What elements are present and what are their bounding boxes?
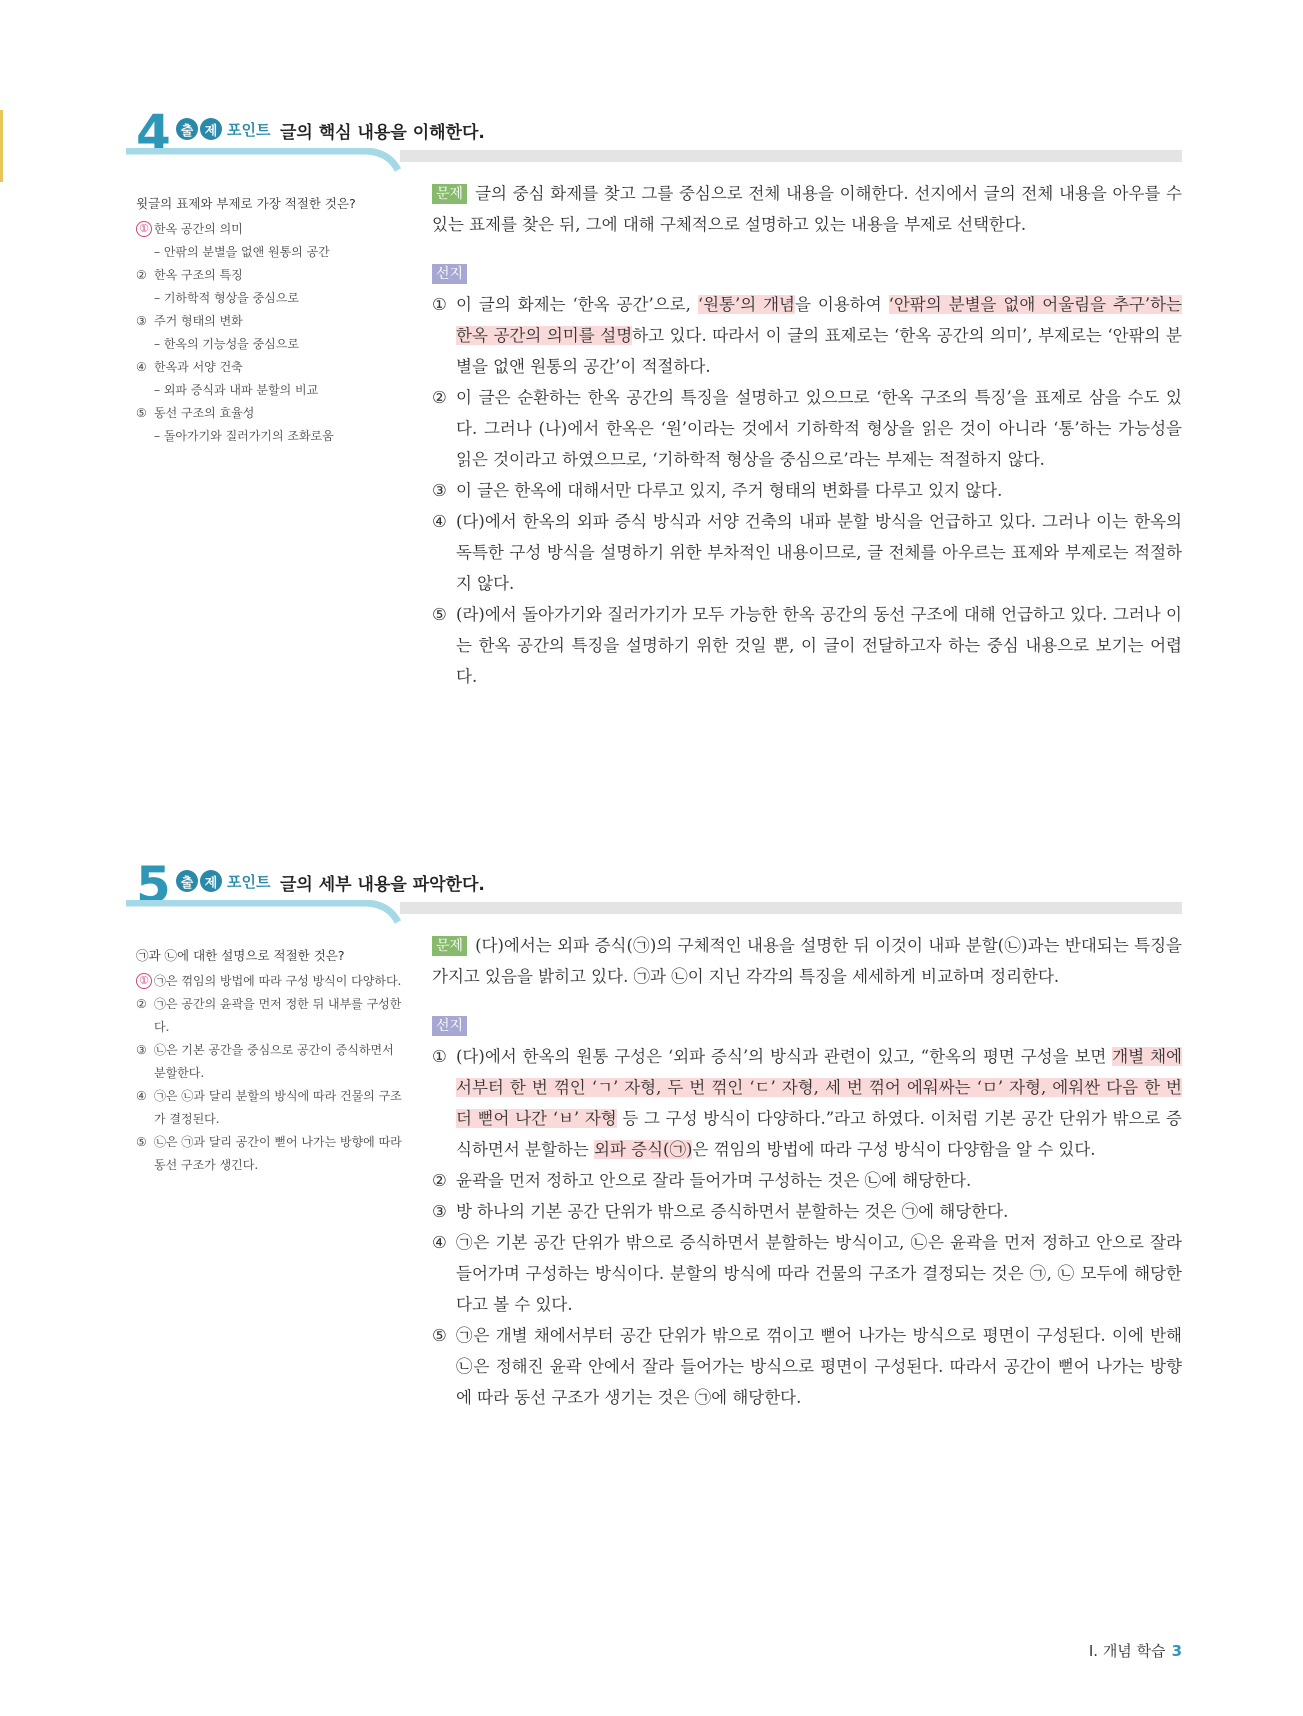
- choice-number: ②: [432, 1171, 447, 1190]
- problem-text: (다)에서는 외파 증식(㉠)의 구체적인 내용을 설명한 뒤 이것이 내파 분할(㉡)과는 반대되는 특징을 가지고 있음을 밝히고 있다. ㉠과 ㉡이 지닌 각각의 특징을 세세하게 비교하며 정리한다.: [432, 936, 1182, 986]
- choice-label: 선지: [432, 264, 467, 284]
- explanation-text: 이 글은 순환하는 한옥 공간의 특징을 설명하고 있으므로 ‘한옥 구조의 특징’을 표제로 삼을 수도 있다. 그러나 (나)에서 한옥은 ‘원’이라는 것에서 기하학적 형상을 읽은 것이 아니라 ‘통’하는 가능성을 읽은 것이라고 하였으므로, ‘기하학적 형상을 중심으로’라는 부제는 적절하지 않다.: [456, 388, 1182, 469]
- question-box: [136, 192, 406, 448]
- choice-number: ④: [432, 1233, 447, 1252]
- answer-option: [136, 993, 406, 1039]
- chapter-title: Ⅰ. 개념 학습: [1088, 1642, 1166, 1660]
- explanation-text: 은 꺾임의 방법에 따라 구성 방식이 다양함을 알 수 있다.: [692, 1140, 1096, 1159]
- option-number: ②: [136, 997, 147, 1011]
- section-heading: 글의 핵심 내용을 이해한다.: [280, 123, 485, 143]
- option-text: 주거 형태의 변화: [154, 314, 243, 328]
- option-subtitle: – 외파 증식과 내파 분할의 비교: [154, 383, 319, 397]
- heading-curve-decoration: [126, 900, 416, 924]
- choice-explanation: [432, 1227, 1182, 1320]
- answer-option: [136, 356, 406, 379]
- choice-number: ④: [432, 512, 447, 531]
- option-text: ㉡은 ㉠과 달리 공간이 뻗어 나가는 방향에 따라 동선 구조가 생긴다.: [154, 1135, 402, 1172]
- answer-option: [136, 1131, 406, 1177]
- explanation-text: ㉠은 개별 채에서부터 공간 단위가 밖으로 꺾이고 뻗어 나가는 방식으로 평면이 구성된다. 이에 반해 ㉡은 정해진 윤곽 안에서 잘라 들어가는 방식으로 평면이 구성된다. 따라서 공간이 뻗어 나가는 방향에 따라 동선 구조가 생기는 것은 ㉠에 해당한다.: [456, 1326, 1182, 1407]
- option-subtitle: – 한옥의 기능성을 중심으로: [154, 337, 299, 351]
- choice-explanation: [432, 1196, 1182, 1227]
- explanation-text: 방 하나의 기본 공간 단위가 밖으로 증식하면서 분할하는 것은 ㉠에 해당한다.: [456, 1202, 1009, 1221]
- answer-option: [136, 970, 406, 993]
- problem-text: 글의 중심 화제를 찾고 그를 중심으로 전체 내용을 이해한다. 선지에서 글의 전체 내용을 아우를 수 있는 표제를 찾은 뒤, 그에 대해 구체적으로 설명하고 있는 내용을 부제로 선택한다.: [432, 184, 1182, 234]
- heading-curve-decoration: [126, 148, 416, 172]
- problem-paragraph: [432, 930, 1182, 992]
- explanation-text: 을 이용하여: [794, 295, 889, 314]
- badge-text: 포인트: [227, 120, 271, 139]
- problem-label: 문제: [432, 184, 467, 204]
- highlighted-text: ‘원통’의 개념: [697, 295, 795, 314]
- explanation-text: 윤곽을 먼저 정하고 안으로 잘라 들어가며 구성하는 것은 ㉡에 해당한다.: [456, 1171, 972, 1190]
- option-text: ㉠은 공간의 윤곽을 먼저 정한 뒤 내부를 구성한다.: [154, 997, 402, 1034]
- badge-circle: 출: [176, 118, 198, 140]
- option-text: ㉠은 ㉡과 달리 분할의 방식에 따라 건물의 구조가 결정된다.: [154, 1089, 402, 1126]
- answer-option: [136, 1085, 406, 1131]
- exam-point-badge: [176, 870, 270, 892]
- exam-point-badge: [176, 118, 270, 140]
- option-number: ⑤: [136, 1135, 147, 1149]
- answer-option: [136, 402, 406, 425]
- option-number: ⑤: [136, 406, 147, 420]
- option-text: 한옥과 서양 건축: [154, 360, 243, 374]
- selected-answer-mark: ①: [136, 221, 152, 237]
- option-text: 한옥 공간의 의미: [154, 222, 243, 236]
- explanation-text: ㉠은 기본 공간 단위가 밖으로 증식하면서 분할하는 방식이고, ㉡은 윤곽을 먼저 정하고 안으로 잘라 들어가며 구성하는 방식이다. 분할의 방식에 따라 건물의 구조가 결정되는 것은 ㉠, ㉡ 모두에 해당한다고 볼 수 있다.: [456, 1233, 1182, 1314]
- question-text: ㉠과 ㉡에 대한 설명으로 적절한 것은?: [136, 948, 345, 963]
- explanation-text: (다)에서 한옥의 원통 구성은 ‘외파 증식’의 방식과 관련이 있고, “한옥의 평면 구성을 보면: [456, 1047, 1113, 1066]
- explanation-text: 이 글은 한옥에 대해서만 다루고 있지, 주거 형태의 변화를 다루고 있지 않다.: [456, 481, 1003, 500]
- highlighted-text: 외파 증식(㉠): [594, 1140, 693, 1159]
- question-box: [136, 944, 406, 1177]
- choice-explanation: [432, 382, 1182, 475]
- explanation: [432, 930, 1182, 1413]
- problem-paragraph: [432, 178, 1182, 240]
- page-footer: [1089, 1640, 1182, 1661]
- heading-rule: [400, 150, 1182, 162]
- option-text: 동선 구조의 효율성: [154, 406, 255, 420]
- option-subtitle: – 안팎의 분별을 없앤 원통의 공간: [154, 245, 330, 259]
- choice-number: ①: [432, 1047, 447, 1066]
- choice-number: ⑤: [432, 605, 447, 624]
- explanation-text: (라)에서 돌아가기와 질러가기가 모두 가능한 한옥 공간의 동선 구조에 대해 언급하고 있다. 그러나 이는 한옥 공간의 특징을 설명하기 위한 것일 뿐, 이 글이 전달하고자 하는 중심 내용으로 보기는 어렵다.: [456, 605, 1182, 686]
- explanation-text: (다)에서 한옥의 외파 증식 방식과 서양 건축의 내파 분할 방식을 언급하고 있다. 그러나 이는 한옥의 독특한 구성 방식을 설명하기 위한 부차적인 내용이므로, 글 전체를 아우르는 표제와 부제로는 적절하지 않다.: [456, 512, 1182, 593]
- choice-label: 선지: [432, 1016, 467, 1036]
- badge-circle: 출: [176, 870, 198, 892]
- explanation-text: 등 그 구성 방식이 다양하다.”라고 하였다. 이처럼 기본 공간 단위가 밖으로 증식하면서 분할하는: [456, 1109, 1182, 1159]
- answer-option: [136, 264, 406, 287]
- problem-label: 문제: [432, 936, 467, 956]
- question-text: 윗글의 표제와 부제로 가장 적절한 것은?: [136, 196, 356, 211]
- choice-explanation: [432, 1041, 1182, 1165]
- option-number: ③: [136, 314, 147, 328]
- choice-number: ②: [432, 388, 447, 407]
- option-number: ④: [136, 1089, 147, 1103]
- answer-option: [136, 1039, 406, 1085]
- choices-heading: [432, 258, 1182, 289]
- answer-option: [136, 310, 406, 333]
- choice-explanation: [432, 289, 1182, 382]
- badge-circle: 제: [200, 118, 222, 140]
- choice-number: ③: [432, 481, 447, 500]
- badge-text: 포인트: [227, 872, 271, 891]
- choice-number: ③: [432, 1202, 447, 1221]
- option-number: ③: [136, 1043, 147, 1057]
- choice-explanation: [432, 475, 1182, 506]
- option-number: ④: [136, 360, 147, 374]
- option-number: ②: [136, 268, 147, 282]
- option-text: 한옥 구조의 특징: [154, 268, 243, 282]
- choice-explanation: [432, 599, 1182, 692]
- option-subtitle: – 기하학적 형상을 중심으로: [154, 291, 299, 305]
- explanation-text: 하고 있다. 따라서 이 글의 표제로는 ‘한옥 공간의 의미’, 부제로는 ‘안팎의 분별을 없앤 원통의 공간’이 적절하다.: [456, 326, 1182, 376]
- answer-option: [136, 218, 406, 241]
- explanation-text: 이 글의 화제는 ‘한옥 공간’으로,: [456, 295, 698, 314]
- choice-explanation: [432, 1320, 1182, 1413]
- heading-rule: [400, 902, 1182, 914]
- explanation: [432, 178, 1182, 692]
- option-subtitle: – 돌아가기와 질러가기의 조화로움: [154, 429, 334, 443]
- badge-circle: 제: [200, 870, 222, 892]
- choice-number: ⑤: [432, 1326, 447, 1345]
- section-heading: 글의 세부 내용을 파악한다.: [280, 875, 485, 895]
- highlighted-text: ‘안팎의 분별을 없애 어울림을 추구’하는 한옥 공간의 의미를 설명: [456, 295, 1182, 345]
- page-number: 3: [1171, 1642, 1182, 1660]
- section-number: 4: [136, 104, 171, 162]
- choice-explanation: [432, 506, 1182, 599]
- option-text: ㉠은 꺾임의 방법에 따라 구성 방식이 다양하다.: [154, 974, 402, 988]
- choice-number: ①: [432, 295, 447, 314]
- highlighted-text: 개별 채에서부터 한 번 꺾인 ‘ㄱ’ 자형, 두 번 꺾인 ‘ㄷ’ 자형, 세 번 꺾어 에워싸는 ‘ㅁ’ 자형, 에워싼 다음 한 번 더 뻗어 나간 ‘ㅂ’ 자형: [456, 1047, 1182, 1128]
- choice-explanation: [432, 1165, 1182, 1196]
- section-number: 5: [136, 856, 171, 914]
- option-text: ㉡은 기본 공간을 중심으로 공간이 증식하면서 분할한다.: [154, 1043, 394, 1080]
- page-edge-mark: [0, 110, 3, 182]
- choices-heading: [432, 1010, 1182, 1041]
- selected-answer-mark: ①: [136, 973, 152, 989]
